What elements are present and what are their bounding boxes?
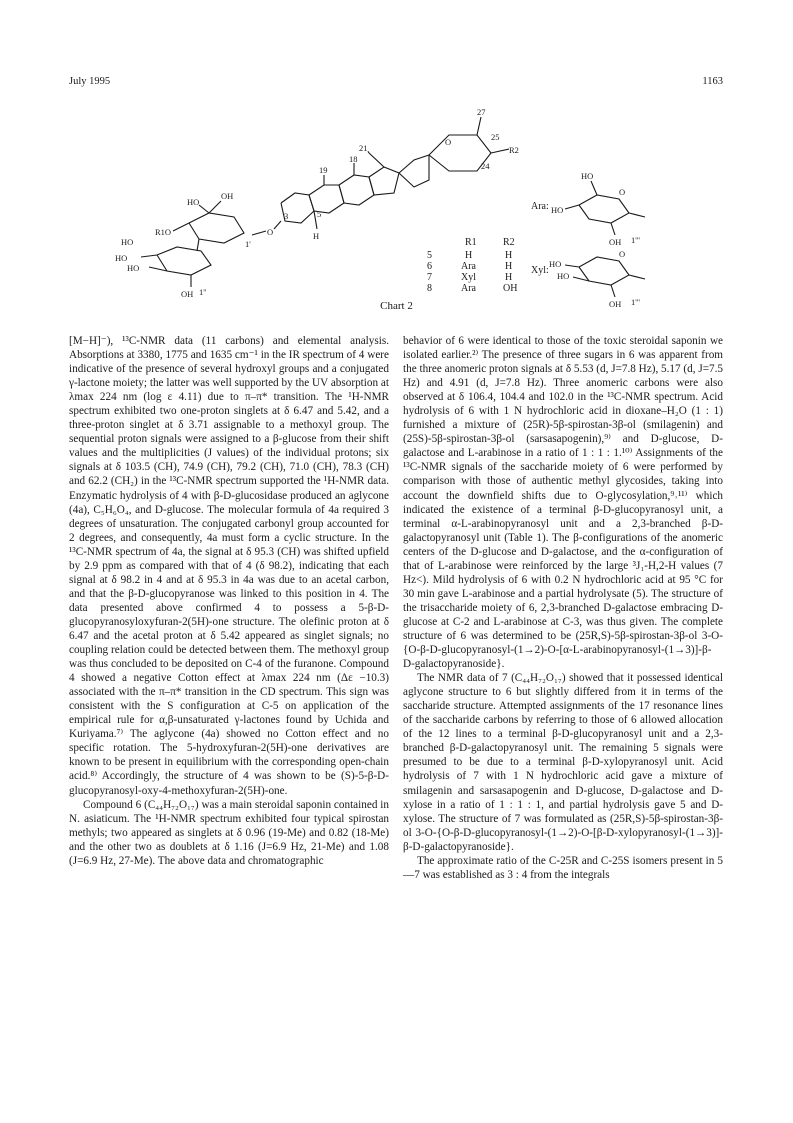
label-ho-left1: HO — [121, 237, 134, 247]
xyl-oh: OH — [609, 299, 622, 309]
body-column-left — [69, 334, 389, 868]
label-ho-top: HO — [187, 197, 200, 207]
label-r2: R2 — [509, 145, 519, 155]
table-header-r2: R2 — [503, 237, 515, 248]
xyl-ho-1: HO — [549, 259, 562, 269]
table-row-5-r1: H — [465, 250, 473, 261]
paragraph: The NMR data of 7 (C₄₄H₇₂O₁₇) showed that it possessed identical aglycone structure to 6 but slightly differed from it in terms of the saccharide structure. Attempted assignments of the 17 resonance lines of the saccharide carbons by referring to those of 6 allowed allocation of the 12 lines to a terminal β-D-glucopyranosyl unit and a 2,3-branched β-D-galactopyranosyl unit. The remaining 5 signals were presumed to be due to a terminal β-D-xylopyranosyl unit. Acid hydrolysis of 7 with 1 N hydrochloric acid gave a mixture of smilagenin and sarsasapogenin and D-glucose, D-galactose and D-xylose in a ratio of 1 : 1 : 1, and partial hydrolysis gave 5 and D-xylose. The structure of 7 was formulated as (25R,S)-5β-spirostan-3β-ol 3-O-{O-β-D-glucopyranosyl-(1→2)-O-[β-D-xylopyranosyl-(1→3)]-β-D-galactopyranoside}. — [403, 672, 723, 853]
label-c27: 27 — [477, 107, 486, 117]
paragraph: [M−H]⁻), ¹³C-NMR data (11 carbons) and elemental analysis. Absorptions at 3380, 1775 and 1635 cm⁻¹ in the IR spectrum of 4 were indicative of the presence of several hydroxyl groups and a conjugated γ-lactone moiety; the latter was well supported by the UV absorption at λmax 224 nm (log ε 4.11) due to π–π* transition. The ¹H-NMR spectrum exhibited two one-proton singlets at δ 6.47 and 5.42, and a three-proton singlet at δ 3.71 assignable to a methoxyl group. The sequential proton signals were assigned to a β-glucose from their shift values and the multiplicities (J values) of the individual protons; six signals at δ 103.5 (CH), 74.9 (CH), 79.2 (CH), 71.0 (CH), 78.3 (CH) and 62.2 (CH₂) in the ¹³C-NMR spectrum supported the ¹H-NMR data. Enzymatic hydrolysis of 4 with β-D-glucosidase produced an aglycone (4a), C₅H₆O₄, and D-glucose. The molecular formula of 4a required 3 degrees of unsaturation. The conjugated carbonyl group accounted for 2 degrees, and consequently, 4a must form a cyclic structure. In the ¹³C-NMR spectrum of 4a, the signal at δ 95.3 (CH) was shifted upfield by 2.9 ppm as compared with that of 4 (δ 98.2), indicating that each signal at δ 98.2 in 4 and at δ 95.3 in 4a was due to an acetal carbon, and that the β-D-glucopyranose was linked to this position in 4. The data presented above confirmed 4 to possess a 5-β-D-glucopyranosyloxyfuran-2(5H)-one structure. The olefinic proton at δ 6.47 and the acetal proton at δ 5.42 appeared as singlet signals; no coupling relation could be detected between them. The methoxyl group was thus concluded to be deposited on C-4 of the furanone. Compound 4 showed a negative Cotton effect at λmax 224 nm (Δε −10.3) associated with the π–π* transition in the CD spectrum. This sign was consistent with the S configuration at C-5 on application of the empirical rule for α,β-unsaturated γ-lactones found by Uchida and Kuriyama.⁷⁾ The aglycone (4a) showed no Cotton effect and no specific rotation. The 5-hydroxyfuran-2(5H)-one derivatives are known to be present in equilibrium with the corresponding open-chain acid.⁸⁾ Accordingly, the structure of 4 was shown to be (S)-5-β-D-glucopyranosyl-oxy-4-methoxyfuran-2(5H)-one. — [69, 335, 389, 797]
label-one-prime: 1' — [245, 239, 251, 249]
xyl-ring-o: O — [619, 249, 626, 259]
table-row-8-r2: OH — [503, 283, 518, 294]
chart-caption: Chart 2 — [380, 300, 413, 312]
label-r1o: R1O — [155, 227, 172, 237]
label-ho-left2: HO — [115, 253, 128, 263]
label-o-spiro: O — [445, 137, 452, 147]
paragraph: The approximate ratio of the C-25R and C-25S isomers present in 5—7 was established as 3 : 4 from the integrals — [403, 854, 723, 881]
table-row-6-r1: Ara — [461, 261, 476, 272]
body-column-right — [403, 334, 723, 882]
table-row-7-no: 7 — [427, 272, 432, 283]
running-header-date: July 1995 — [69, 76, 111, 87]
xyl-ho-2: HO — [557, 271, 570, 281]
table-row-5-no: 5 — [427, 250, 432, 261]
table-row-8-no: 8 — [427, 283, 432, 294]
label-c3: 3 — [284, 211, 289, 221]
ara-anomer: 1''' — [631, 235, 640, 245]
ara-label: Ara: — [531, 201, 549, 212]
label-oh-bottom: OH — [181, 289, 194, 299]
paragraph: behavior of 6 were identical to those of the toxic steroidal saponin we isolated earlier.²⁾ The presence of three sugars in 6 was apparent from the three anomeric proton signals at δ 5.53 (d, J=7.8 Hz), 5.17 (d, J=7.5 Hz) and 4.91 (d, J=7.8 Hz). Three anomeric carbons were also observed at δ 106.4, 104.4 and 102.0 in the ¹³C-NMR spectrum. Acid hydrolysis of 6 with 1 N hydrochloric acid in dioxane–H₂O (1 : 1) furnished a mixture of (25R)-5β-spirostan-3β-ol (smilagenin) and (25S)-5β-spirostan-3β-ol (sarsasapogenin),⁹⁾ and D-glucose, D-galactose and L-arabinose in a ratio of 1 : 1 : 1.¹⁰⁾ Assignments of the ¹³C-NMR signals of the saccharide moiety of 6 were performed by comparison with those of authentic methyl glycosides, taking into account the downfield shifts due to O-glycosylation,⁹˒¹¹⁾ which indicated the existence of a terminal β-D-glucopyranosyl unit, a terminal α-L-arabinopyranosyl unit and a 2,3-branched β-D-galactopyranosyl unit (Table 1). The β-configurations of the anomeric centers of the D-glucose and D-galactose, and the α-configuration of that of L-arabinose were reinforced by the large ³J₁-H,2-H values (7 Hz<). Mild hydrolysis of 6 with 0.2 N hydrochloric acid at 95 °C for 30 min gave L-arabinose and a partial hydrolysate (5). The structure of the trisaccharide moiety of 6, 2,3-branched D-galactose embracing D-glucose at C-2 and L-arabinose at C-3, was thus given. The complete structure of 6 was determined to be (25R,S)-5β-spirostan-3β-ol 3-O-{O-β-D-glucopyranosyl-(1→2)-O-[α-L-arabinopyranosyl-(1→3)]-β-D-galactopyranoside}. — [403, 335, 723, 671]
label-c21: 21 — [359, 143, 368, 153]
xyl-anomer: 1''' — [631, 297, 640, 307]
ara-ring-o: O — [619, 187, 626, 197]
label-o-glycoside: O — [267, 227, 274, 237]
chart-2-structures — [69, 105, 725, 320]
label-c24: 24 — [481, 161, 490, 171]
table-row-6-no: 6 — [427, 261, 432, 272]
label-ho-left3: HO — [127, 263, 140, 273]
label-c18: 18 — [349, 154, 358, 164]
table-row-8-r1: Ara — [461, 283, 476, 294]
label-h5: H — [313, 231, 320, 241]
table-row-5-r2: H — [505, 250, 513, 261]
label-c5: 5 — [317, 209, 322, 219]
label-oh-top: OH — [221, 191, 234, 201]
table-row-7-r2: H — [505, 272, 513, 283]
paragraph: Compound 6 (C₄₄H₇₂O₁₇) was a main steroidal saponin contained in N. asiaticum. The ¹H-NMR spectrum exhibited four typical spirostan methyls; two appeared as singlets at δ 0.96 (19-Me) and 0.82 (18-Me) and the other two as doublets at δ 1.16 (J=6.9 Hz, 21-Me) and 1.08 (J=6.9 Hz, 27-Me). The above data and chromatographic — [69, 798, 389, 867]
table-row-7-r1: Xyl — [461, 272, 476, 283]
ara-oh: OH — [609, 237, 622, 247]
page-number: 1163 — [702, 76, 723, 87]
ara-ho-top: HO — [581, 171, 594, 181]
label-one-dprime: 1'' — [199, 287, 207, 297]
label-c25: 25 — [491, 132, 500, 142]
xyl-label: Xyl: — [531, 265, 549, 276]
table-row-6-r2: H — [505, 261, 513, 272]
table-header-r1: R1 — [465, 237, 477, 248]
label-c19: 19 — [319, 165, 328, 175]
ara-ho-left: HO — [551, 205, 564, 215]
